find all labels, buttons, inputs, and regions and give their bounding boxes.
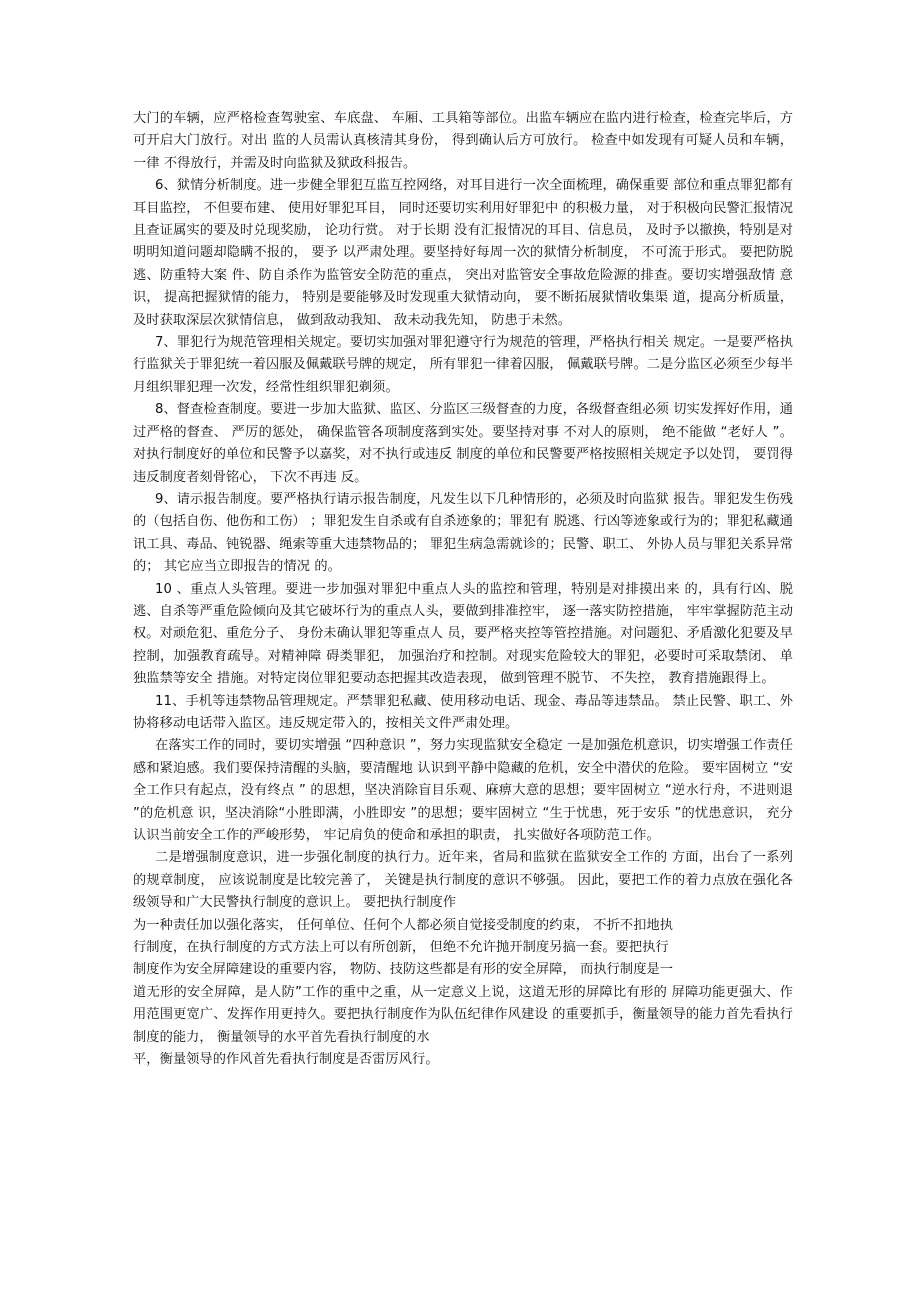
paragraph-four-awareness: 在落实工作的同时，要切实增强 “四种意识 ”，努力实现监狱安全稳定 一是加强危机意识，切实增强工作责任感和紧迫感。我们要保持清醒的头脑，要清醒地 认识到平静中隐藏的危机，安全中潜伏的危险。 要牢固树立 “安全工作只有起点，没有终点 ” 的思想，坚决消除盲目乐观、麻痹大意的思想；要牢固树立 “逆水行舟，不进则退 ”的危机意 识，坚决消除“小胜即满，小胜即安 ”的思想；要牢固树立 “生于忧患，死于安乐 ”的忧患意识， 充分认识当前安全工作的严峻形势， 牢记肩负的使命和承担的职责， 扎实做好各项防范工作。 [133,738,793,843]
paragraph-prison-situation-analysis: 6、狱情分析制度。进一步健全罪犯互监互控网络，对耳目进行一次全面梳理，确保重要 部位和重点罪犯都有耳目监控， 不但要布建、 使用好罪犯耳目， 同时还要切实利用好罪犯中 的积极力量， 对于积极向民警汇报情况且查证属实的要及时兑现奖励， 论功行赏。 对于长期 没有汇报情况的耳目、信息员， 及时予以撤换，特别是对明明知道问题却隐瞒不报的， 要予 以严肃处理。要坚持好每周一次的狱情分析制度， 不可流于形式。 要把防脱逃、防重特大案 件、防自杀作为监管安全防范的重点， 突出对监管安全事故危险源的排查。要切实增强敌情 意识， 提高把握狱情的能力， 特别是要能够及时发现重大狱情动向， 要不断拓展狱情收集渠 道，提高分析质量， 及时获取深层次狱情信息， 做到敌动我知、 敌未动我先知， 防患于未然。 [133,178,793,328]
paragraph-behavior-standards: 7、罪犯行为规范管理相关规定。要切实加强对罪犯遵守行为规范的管理，严格执行相关 规定。一是要严格执行监狱关于罪犯统一着囚服及佩戴联号牌的规定， 所有罪犯一律着囚服， 佩戴联号牌。二是分监区必须至少每半月组织罪犯理一次发，经常性组织罪犯剃须。 [133,335,793,395]
tail-line: 平，衡量领导的作风首先看执行制度是否雷厉风行。 [133,1052,439,1068]
tail-line: 为一种责任加以强化落实， 任何单位、任何个人都必须自觉接受制度的约束， 不折不扣地执 [133,917,674,933]
tail-line: 制度作为安全屏障建设的重要内容， 物防、技防这些都是有形的安全屏障， 而执行制度是一 [133,962,674,978]
paragraph-vehicle-inspection: 大门的车辆，应严格检查驾驶室、车底盘、 车厢、工具箱等部位。出监车辆应在监内进行检查，检查完毕后，方可开启大门放行。对出 监的人员需认真核清其身份， 得到确认后方可放行。 检查中如发现有可疑人员和车辆， 一律 不得放行，并需及时向监狱及狱政科报告。 [133,111,793,171]
document-body [133,108,793,1071]
paragraph-contraband-rules: 11、手机等违禁物品管理规定。严禁罪犯私藏、使用移动电话、现金、毒品等违禁品。 禁止民警、职工、外协将移动电话带入监区。违反规定带入的，按相关文件严肃处理。 [133,693,793,731]
paragraph-key-person-management: 10 、重点人头管理。要进一步加强对罪犯中重点人头的监控和管理，特别是对排摸出来 的，具有行凶、脱逃、自杀等严重危险倾向及其它破坏行为的重点人头，要做到排准控牢， 逐一落实防控措施， 牢牢掌握防范主动权。对顽危犯、重危分子、 身份未确认罪犯等重点人 员，要严格夹控等管控措施。对问题犯、矛盾激化犯要及早控制，加强教育疏导。对精神障 碍类罪犯， 加强治疗和控制。对现实危险较大的罪犯，必要时可采取禁闭、 单独监禁等安全 措施。对特定岗位罪犯要动态把握其改造表现， 做到管理不脱节、 不失控， 教育措施跟得上。 [133,581,793,687]
tail-line: 行制度，在执行制度的方式方法上可以有所创新， 但绝不允许抛开制度另搞一套。要把执行 [133,940,669,956]
paragraph-system-awareness: 二是增强制度意识，进一步强化制度的执行力。近年来，省局和监狱在监狱安全工作的 方面，出台了一系列的规章制度， 应该说制度是比较完善了， 关键是执行制度的意识不够强。 因此，要把工作的着力点放在强化各级领导和广大民警执行制度的意识上。 要把执行制度作 [133,850,793,911]
tail-paragraph: 道无形的安全屏障，是人防”工作的重中之重，从一定意义上说，这道无形的屏障比有形的 屏障功能更强大、作用范围更宽广、发挥作用更持久。要把执行制度作为队伍纪律作风建设 的重要抓手，衡量领导的能力首先看执行制度的能力， 衡量领导的水平首先看执行制度的水 [133,984,793,1045]
tail-lines [133,915,793,1072]
paragraph-supervision-inspection: 8、督查检查制度。要进一步加大监狱、监区、分监区三级督查的力度，各级督查组必须 切实发挥好作用，通过严格的督查、 严厉的惩处， 确保监管各项制度落到实处。要坚持对事 不对人的原则， 绝不能做 “老好人 ”。对执行制度好的单位和民警予以嘉奖，对不执行或违反 制度的单位和民警要严格按照相关规定予以处罚， 要罚得违反制度者刻骨铭心， 下次不再违 反。 [133,402,793,485]
paragraph-reporting-system: 9、请示报告制度。要严格执行请示报告制度，凡发生以下几种情形的，必须及时向监狱 报告。罪犯发生伤残的（包括自伤、他伤和工伤） ；罪犯发生自杀或有自杀迹象的；罪犯有 脱逃、行凶等迹象或行为的；罪犯私藏通讯工具、毒品、钝锐器、绳索等重大违禁物品的； 罪犯生病急需就诊的；民警、职工、 外协人员与罪犯关系异常的； 其它应当立即报告的情况 的。 [133,491,793,575]
